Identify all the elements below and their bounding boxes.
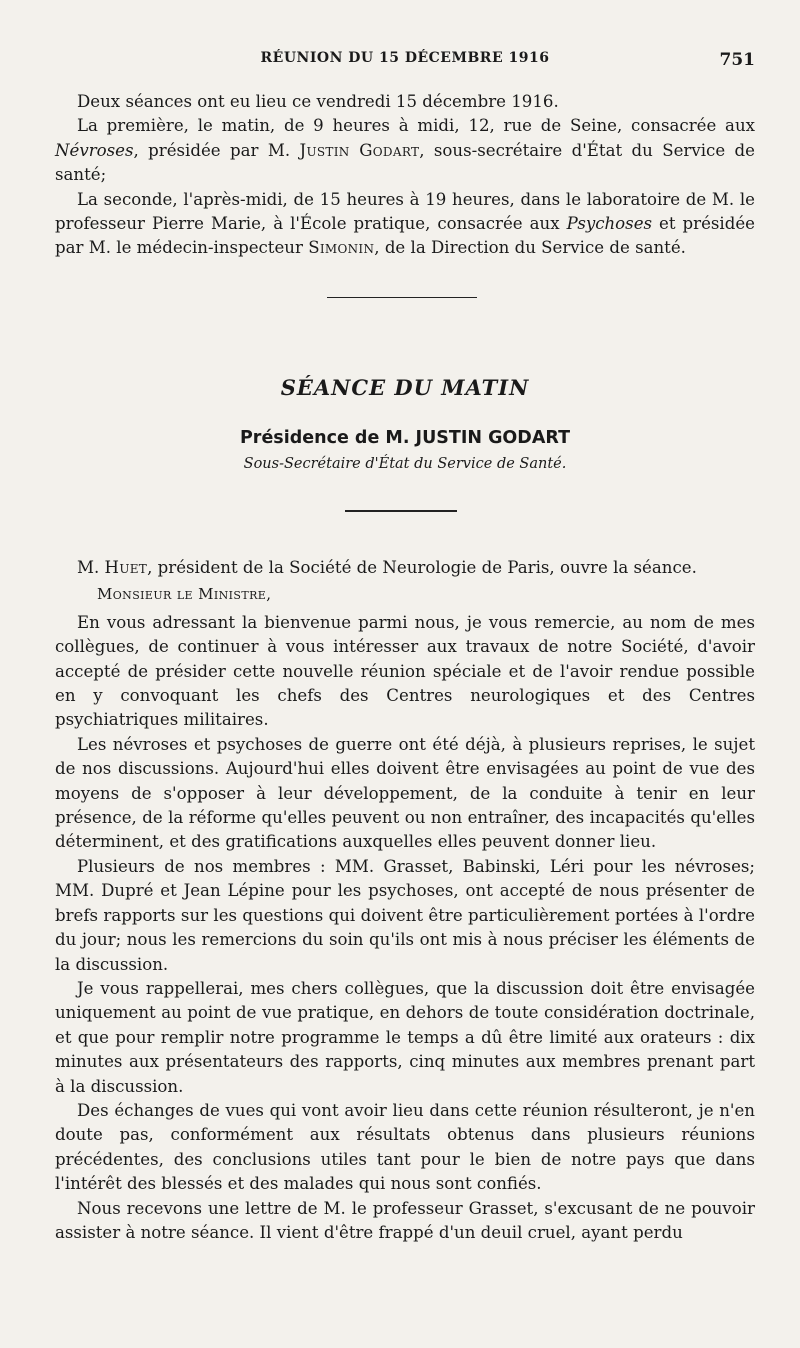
body-paragraph-6: Nous recevons une lettre de M. le professeur Grasset, s'excusant de ne pouvoir assister à notre séance. Il vient d'être frappé d'un deuil cruel, ayant perdu: [55, 1198, 755, 1242]
intro-paragraph-2: [55, 114, 755, 187]
section-title: SÉANCE DU MATIN: [280, 375, 530, 400]
p2-name: Justin Godart: [299, 140, 420, 160]
opening-paragraph: [55, 556, 755, 580]
p2-nevroses: Névroses: [55, 140, 134, 160]
p2-end: , sous-secrétaire d'État du Service de santé;: [55, 140, 755, 185]
intro-paragraph-3: [55, 188, 755, 261]
opening-start: M.: [77, 558, 105, 577]
intro: [55, 90, 755, 261]
p3-psychoses: Psychoses: [566, 214, 653, 234]
body-paragraph-4: Je vous rappellerai, mes chers collègues, que la discussion doit être envisagée uniquement au point de vue pratique, en dehors de toute considération doctrinale, et que pour remplir notre programme le temps a dû être limité aux orateurs : dix minutes aux présentateurs des rapports, cinq minutes aux membres prenant part à la discussion.: [55, 978, 755, 1096]
opening-end: , président de la Société de Neurologie de Paris, ouvre la séance.: [147, 558, 697, 577]
running-head-title: RÉUNION DU 15 DÉCEMBRE 1916: [260, 50, 550, 66]
running-head: [55, 50, 755, 72]
body-paragraph-3: Plusieurs de nos membres : MM. Grasset, Babinski, Léri pour les névroses; MM. Dupré et Jean Lépine pour les psychoses, ont accepté de nous présenter de brefs rapports sur les questions qui doivent être particulièrement portées à l'ordre du jour; nous les remercions du soin qu'ils ont mis à nous préciser les éléments de la discussion.: [55, 856, 755, 974]
p3-mid: et présidée par M. le médecin-inspecteur: [55, 214, 756, 258]
p2-mid: , présidée par M.: [133, 140, 300, 160]
page-number: 751: [719, 50, 755, 70]
presidence-subtitle: Sous-Secrétaire d'État du Service de Santé.: [243, 456, 567, 472]
divider-top: [327, 297, 477, 298]
p3-start: La seconde, l'après-midi, de 15 heures à 19 heures, dans le laboratoire de M. le professeur Pierre Marie, à l'École pratique, consacrée aux: [55, 189, 755, 234]
p3-name: Simonin: [308, 238, 375, 258]
body: [55, 556, 755, 1245]
body-paragraph-2: Les névroses et psychoses de guerre ont été déjà, à plusieurs reprises, le sujet de nos discussions. Aujourd'hui elles doivent être envisagées au point de vue des moyens de s'opposer à leur développement, de la conduite à tenir en leur présence, de la réforme qu'elles peuvent ou non entraîner, des incapacités qu'elles déterminent, et des gratifications auxquelles elles peuvent donner lieu.: [55, 734, 755, 852]
p3-end: , de la Direction du Service de santé.: [374, 238, 686, 258]
page: [55, 0, 755, 1348]
p2-start: La première, le matin, de 9 heures à midi, 12, rue de Seine, consacrée aux: [77, 116, 755, 136]
divider-middle: [345, 510, 457, 512]
body-paragraph-1: En vous adressant la bienvenue parmi nous, je vous remercie, au nom de mes collègues, de continuer à vous intéresser aux travaux de notre Société, d'avoir accepté de présider cette nouvelle réunion spéciale et de l'avoir rendue possible en y convoquant les chefs des Centres neurologiques et des Centres psychiatriques militaires.: [55, 612, 755, 730]
opening-name: Huet: [104, 558, 148, 577]
body-paragraph-5: Des échanges de vues qui vont avoir lieu dans cette réunion résulteront, je n'en doute pas, conformément aux résultats obtenus dans plusieurs réunions précédentes, des conclusions utiles tant pour le bien de notre pays que dans l'intérêt des blessés et des malades qui nous sont confiés.: [55, 1100, 755, 1194]
presidence-heading: Présidence de M. JUSTIN GODART: [239, 428, 571, 448]
intro-paragraph-1: Deux séances ont eu lieu ce vendredi 15 décembre 1916.: [77, 92, 559, 111]
salutation: Monsieur le Ministre,: [97, 585, 272, 604]
